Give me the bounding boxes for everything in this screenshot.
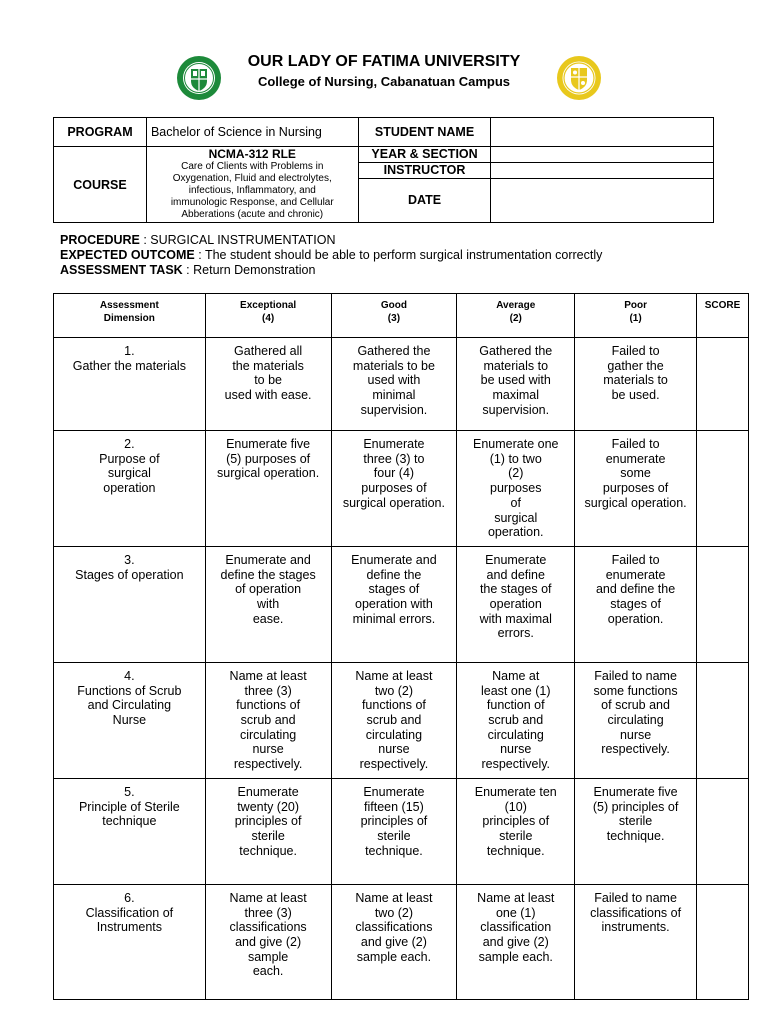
cell-text-line: surgical operation. — [584, 495, 687, 510]
cell-text-line: ease. — [252, 611, 284, 626]
cell-text-line: Enumerate — [237, 784, 299, 799]
cell-text-line: Enumerate — [485, 552, 547, 567]
cell-text-line: with — [256, 597, 280, 612]
cell-text-line: circulating — [487, 727, 544, 742]
rubric-cell-poor — [575, 884, 697, 999]
cell-text-line: Enumerate five — [226, 437, 311, 451]
rubric-cell-average — [457, 431, 575, 547]
cell-text-line: Name at least — [355, 890, 433, 905]
student-name-field[interactable] — [491, 118, 714, 147]
score-field[interactable] — [697, 431, 749, 547]
cell-text-line: errors. — [497, 626, 534, 641]
header-exceptional: Exceptional (4) — [205, 294, 331, 338]
cell-text-line: stages of — [368, 582, 420, 597]
cell-text-line: of scrub and — [601, 698, 670, 713]
cell-text-line: purposes — [490, 481, 542, 496]
cell-text-line: materials to — [603, 373, 668, 388]
cell-text-line: operation. — [607, 611, 664, 626]
procedure-block — [60, 233, 602, 278]
cell-text-line: three (3) — [244, 683, 292, 698]
cell-text-line: technique — [102, 814, 157, 829]
cell-text-line: principles of — [360, 814, 428, 829]
cell-text-line: and Circulating — [87, 698, 172, 713]
rubric-cell-good — [331, 884, 457, 999]
rubric-cell-dimension — [54, 338, 206, 431]
date-label: DATE — [358, 178, 491, 222]
rubric-cell-dimension — [54, 662, 206, 778]
cell-text-line: some functions — [593, 683, 678, 698]
cell-text-line: materials to be — [352, 358, 435, 373]
cell-text-line: define the stages — [220, 567, 316, 582]
cell-text-line: minimal — [372, 388, 416, 403]
cell-text-line: Gathered the — [479, 344, 553, 358]
cell-text-line: Name at least — [229, 668, 307, 683]
cell-text-line: scrub and — [366, 713, 422, 728]
cell-text-line: minimal errors. — [352, 611, 436, 626]
cell-text-line: Gathered all — [234, 344, 303, 358]
score-field[interactable] — [697, 884, 749, 999]
course-label: COURSE — [54, 147, 147, 223]
rubric-cell-good — [331, 546, 457, 662]
cell-text-line: principles of — [482, 814, 550, 829]
rubric-row — [54, 546, 749, 662]
course-description: Care of Clients with Problems in Oxygenation, Fluid and electrolytes, infectious, Inflammatory, and immunologic Response, and Cellular Abberations (acute and chronic) — [170, 161, 334, 220]
header-good: Good (3) — [331, 294, 457, 338]
cell-text-line: nurse — [378, 742, 410, 757]
cell-text-line: Enumerate and — [225, 552, 311, 567]
cell-text-line: Name at — [492, 668, 540, 683]
cell-text-line: nurse — [252, 742, 284, 757]
course-cell — [146, 147, 358, 223]
cell-text-line: and define the — [595, 582, 676, 597]
cell-text-line: circulating — [239, 727, 297, 742]
cell-text-line: technique. — [606, 828, 665, 843]
rubric-cell-exceptional — [205, 662, 331, 778]
cell-text-line: sterile — [499, 828, 533, 843]
instructor-label: INSTRUCTOR — [358, 162, 491, 178]
cell-text-line: and give (2) — [360, 934, 427, 949]
score-field[interactable] — [697, 338, 749, 431]
cell-text-line: function of — [486, 698, 545, 713]
rubric-cell-poor — [575, 338, 697, 431]
rubric-cell-good — [331, 338, 457, 431]
cell-text-line: and define — [486, 567, 545, 582]
cell-text-line: supervision. — [360, 402, 428, 417]
instructor-field[interactable] — [491, 162, 714, 178]
cell-text-line: Enumerate — [363, 437, 425, 451]
cell-text-line: enumerate — [605, 567, 666, 582]
university-seal-logo — [176, 55, 222, 101]
cell-text-line: materials to — [483, 358, 549, 373]
cell-text-line: stages of — [610, 597, 661, 612]
student-name-label: STUDENT NAME — [358, 118, 491, 147]
cell-text-line: used with ease. — [224, 388, 312, 403]
cell-text-line: Failed to name — [594, 668, 677, 683]
cell-text-line: be used with — [480, 373, 551, 388]
rubric-cell-exceptional — [205, 431, 331, 547]
cell-text-line: technique. — [486, 843, 545, 858]
info-table — [53, 117, 714, 223]
cell-text-line: Classification of — [85, 905, 174, 920]
cell-text-line: functions of — [361, 698, 426, 713]
assessment-task-line: ASSESSMENT TASK : Return Demonstration — [60, 263, 316, 277]
program-label: PROGRAM — [54, 118, 147, 147]
cell-text-line: Stages of operation — [75, 567, 184, 582]
course-code: NCMA-312 RLE — [208, 147, 296, 161]
cell-text-line: Failed to — [611, 437, 660, 451]
cell-text-line: sterile — [251, 828, 285, 843]
cell-text-line: scrub and — [240, 713, 296, 728]
rubric-table — [53, 293, 749, 1000]
year-section-field[interactable] — [491, 147, 714, 163]
rubric-cell-dimension — [54, 431, 206, 547]
cell-text-line: 4. — [124, 668, 135, 683]
cell-text-line: operation — [103, 481, 156, 496]
rubric-row — [54, 884, 749, 999]
cell-text-line: purposes of — [602, 481, 669, 496]
rubric-cell-dimension — [54, 778, 206, 884]
cell-text-line: supervision. — [482, 402, 550, 417]
cell-text-line: (2) — [508, 466, 524, 481]
cell-text-line: principles of — [234, 814, 302, 829]
cell-text-line: technique. — [239, 843, 297, 858]
cell-text-line: operation with — [355, 597, 433, 612]
cell-text-line: and give (2) — [482, 934, 549, 949]
cell-text-line: nurse — [500, 742, 532, 757]
rubric-cell-average — [457, 778, 575, 884]
rubric-cell-good — [331, 431, 457, 547]
cell-text-line: surgical — [494, 510, 538, 525]
cell-text-line: respectively. — [601, 742, 670, 757]
rubric-row — [54, 662, 749, 778]
header-poor: Poor (1) — [575, 294, 697, 338]
college-name: College of Nursing, Cabanatuan Campus — [257, 74, 511, 89]
rubric-cell-average — [457, 338, 575, 431]
cell-text-line: two (2) — [374, 683, 414, 698]
rubric-cell-good — [331, 662, 457, 778]
cell-text-line: Principle of Sterile — [78, 799, 180, 814]
cell-text-line: Instruments — [96, 920, 162, 935]
rubric-header-row — [54, 294, 749, 338]
cell-text-line: 3. — [124, 552, 135, 567]
cell-text-line: the stages of — [479, 582, 552, 597]
cell-text-line: three (3) — [244, 905, 292, 920]
rubric-row — [54, 431, 749, 547]
cell-text-line: the materials — [232, 358, 304, 373]
cell-text-line: sample each. — [356, 949, 432, 964]
rubric-cell-poor — [575, 431, 697, 547]
cell-text-line: classifications of — [590, 905, 682, 920]
score-field[interactable] — [697, 778, 749, 884]
year-section-label: YEAR & SECTION — [358, 147, 491, 163]
cell-text-line: Gather the materials — [72, 358, 186, 373]
cell-text-line: (5) purposes of — [226, 451, 311, 466]
cell-text-line: technique. — [365, 843, 423, 858]
cell-text-line: with maximal — [479, 611, 552, 626]
program-value: Bachelor of Science in Nursing — [146, 118, 358, 147]
cell-text-line: surgical operation. — [217, 466, 320, 481]
cell-text-line: to be — [254, 373, 283, 388]
cell-text-line: 5. — [124, 784, 135, 799]
cell-text-line: fifteen (15) — [364, 799, 424, 814]
cell-text-line: Gathered the — [357, 344, 431, 358]
rubric-cell-average — [457, 546, 575, 662]
rubric-cell-exceptional — [205, 884, 331, 999]
cell-text-line: Functions of Scrub — [77, 683, 182, 698]
rubric-cell-dimension — [54, 546, 206, 662]
rubric-cell-exceptional — [205, 778, 331, 884]
cell-text-line: Name at least — [477, 890, 555, 905]
cell-text-line: each. — [252, 964, 284, 979]
cell-text-line: circulating — [365, 727, 423, 742]
cell-text-line: 6. — [124, 890, 135, 905]
cell-text-line: be used. — [611, 388, 660, 403]
cell-text-line: and give (2) — [235, 934, 302, 949]
score-field[interactable] — [697, 662, 749, 778]
cell-text-line: maximal — [492, 388, 540, 403]
cell-text-line: surgical — [107, 466, 151, 481]
cell-text-line: Name at least — [355, 668, 433, 683]
cell-text-line: respectively. — [481, 757, 551, 772]
rubric-cell-poor — [575, 778, 697, 884]
cell-text-line: Failed to — [611, 552, 660, 567]
cell-text-line: least one (1) — [481, 683, 551, 698]
cell-text-line: functions of — [236, 698, 301, 713]
rubric-cell-average — [457, 884, 575, 999]
cell-text-line: Enumerate ten — [474, 784, 557, 799]
cell-text-line: sample each. — [478, 949, 553, 964]
cell-text-line: Enumerate five — [593, 784, 678, 799]
cell-text-line: circulating — [607, 713, 664, 728]
rubric-cell-good — [331, 778, 457, 884]
cell-text-line: surgical operation. — [342, 495, 445, 510]
cell-text-line: 2. — [124, 437, 135, 451]
rubric-row — [54, 778, 749, 884]
cell-text-line: operation. — [487, 525, 544, 540]
cell-text-line: purposes of — [361, 481, 427, 496]
university-name: OUR LADY OF FATIMA UNIVERSITY — [247, 53, 521, 70]
rubric-cell-average — [457, 662, 575, 778]
cell-text-line: Nurse — [112, 713, 147, 728]
cell-text-line: sterile — [377, 828, 411, 843]
cell-text-line: three (3) to — [363, 451, 425, 466]
cell-text-line: respectively. — [359, 757, 429, 772]
score-field[interactable] — [697, 546, 749, 662]
cell-text-line: two (2) — [374, 905, 414, 920]
cell-text-line: nurse — [619, 727, 652, 742]
cell-text-line: twenty (20) — [237, 799, 300, 814]
header-assessment-dimension: Assessment Dimension — [54, 294, 206, 338]
cell-text-line: define the — [366, 567, 422, 582]
cell-text-line: Failed to — [611, 344, 660, 358]
procedure-line: PROCEDURE : SURGICAL INSTRUMENTATION — [60, 233, 336, 247]
cell-text-line: some — [620, 466, 651, 481]
cell-text-line: (1) to two — [489, 451, 542, 466]
cell-text-line: operation — [489, 597, 542, 612]
cell-text-line: scrub and — [488, 713, 544, 728]
cell-text-line: used with — [367, 373, 421, 388]
expected-outcome-line: EXPECTED OUTCOME : The student should be able to perform surgical instrumentation correctly — [60, 248, 603, 262]
rubric-cell-poor — [575, 662, 697, 778]
rubric-cell-exceptional — [205, 546, 331, 662]
cell-text-line: classifications — [355, 920, 433, 935]
cell-text-line: of operation — [235, 582, 302, 597]
cell-text-line: one (1) — [495, 905, 536, 920]
cell-text-line: (5) principles of — [592, 799, 679, 814]
cell-text-line: Enumerate one — [473, 437, 559, 451]
header-score: SCORE — [697, 294, 749, 338]
rubric-cell-dimension — [54, 884, 206, 999]
cell-text-line: (10) — [504, 799, 527, 814]
cell-text-line: Name at least — [229, 890, 307, 905]
cell-text-line: classification — [480, 920, 552, 935]
cell-text-line: enumerate — [605, 451, 666, 466]
cell-text-line: of — [510, 495, 521, 510]
cell-text-line: Purpose of — [99, 451, 160, 466]
cell-text-line: four (4) — [373, 466, 415, 481]
cell-text-line: gather the — [607, 358, 664, 373]
cell-text-line: instruments. — [601, 920, 670, 935]
cell-text-line: Enumerate — [363, 784, 425, 799]
college-seal-logo — [556, 55, 602, 101]
rubric-cell-poor — [575, 546, 697, 662]
cell-text-line: sterile — [618, 814, 653, 829]
header-average: Average (2) — [457, 294, 575, 338]
cell-text-line: 1. — [124, 344, 135, 358]
rubric-row — [54, 338, 749, 431]
cell-text-line: Enumerate and — [351, 552, 437, 567]
document-header — [0, 52, 768, 89]
cell-text-line: sample — [247, 949, 289, 964]
date-field[interactable] — [491, 178, 714, 222]
rubric-cell-exceptional — [205, 338, 331, 431]
cell-text-line: Failed to name — [594, 890, 677, 905]
cell-text-line: respectively. — [233, 757, 303, 772]
cell-text-line: classifications — [229, 920, 307, 935]
